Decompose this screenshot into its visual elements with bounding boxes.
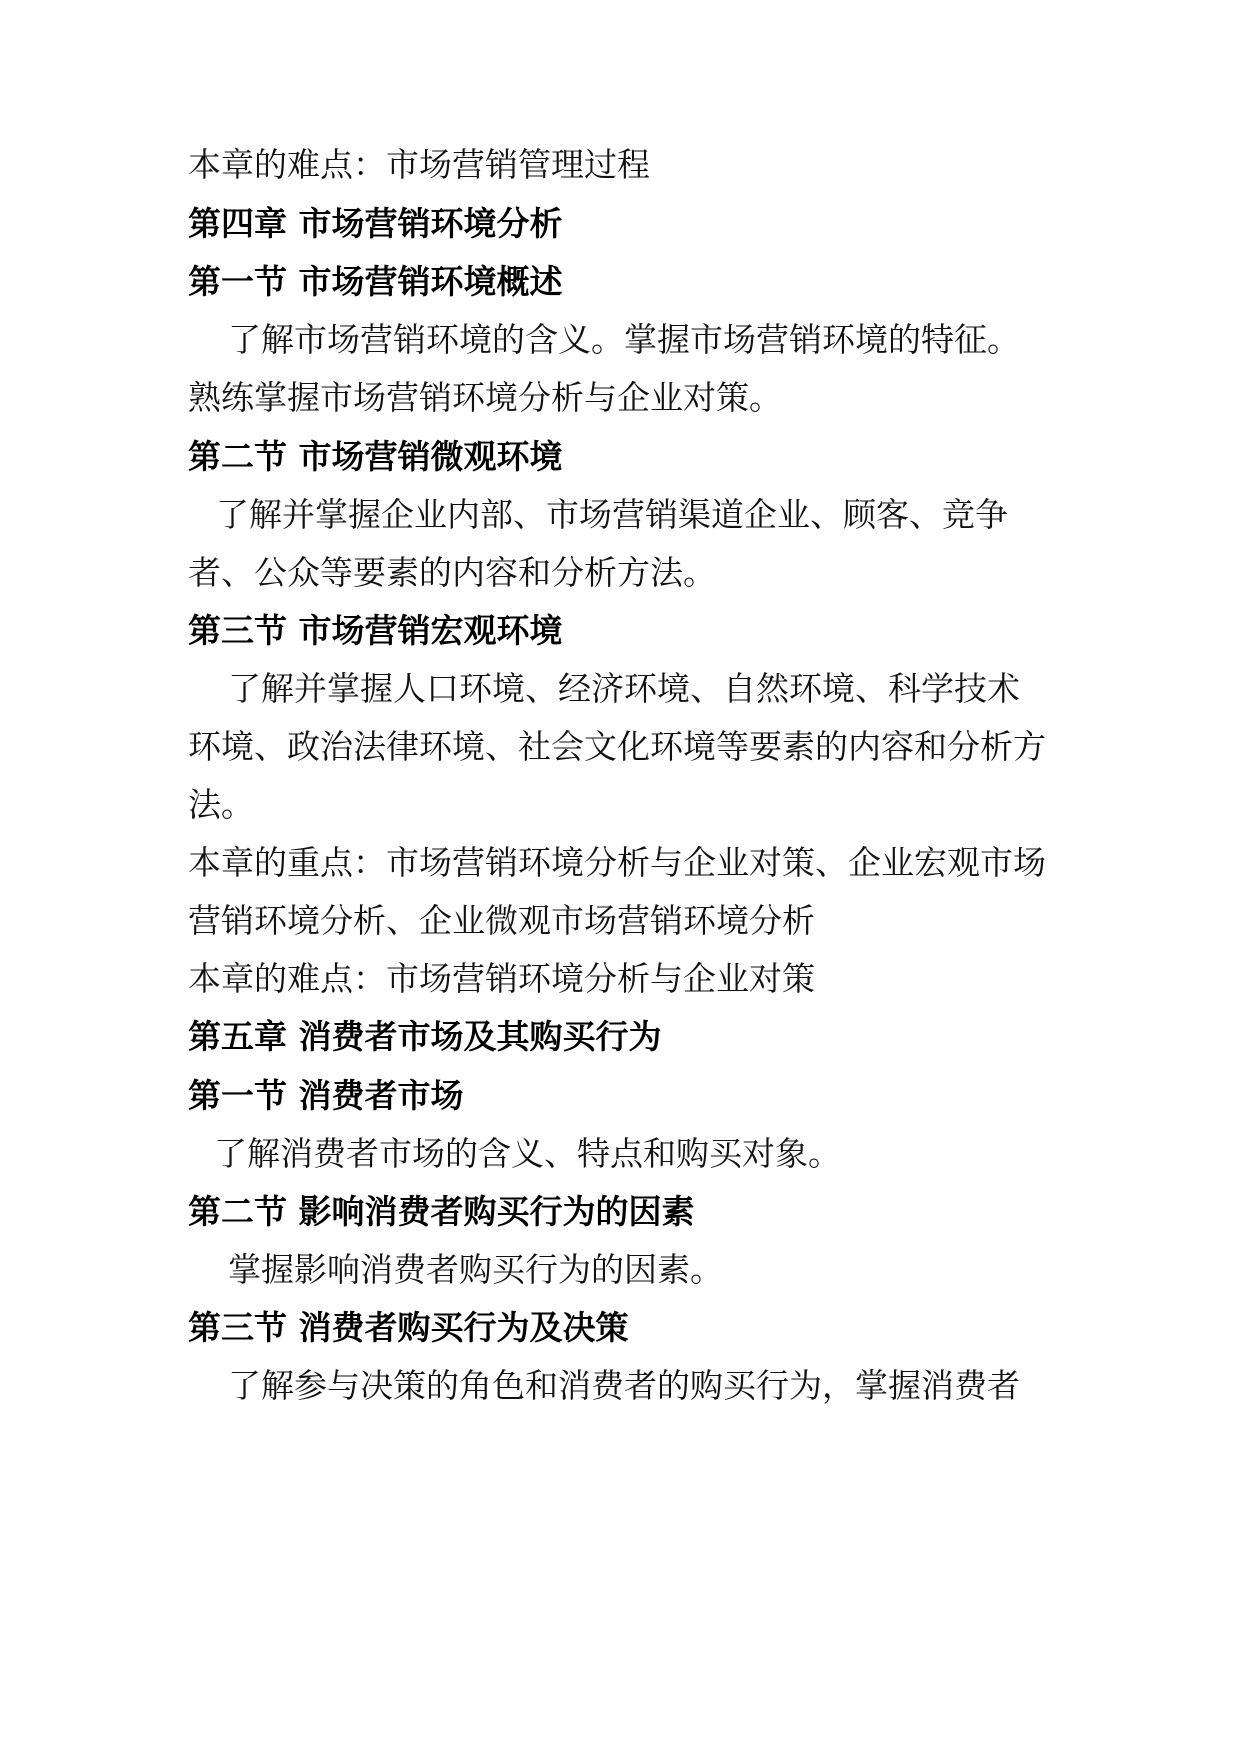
section-heading: 第一节 消费者市场 (188, 1076, 464, 1115)
section-heading: 第一节 市场营销环境概述 (188, 262, 563, 301)
section-heading: 第三节 消费者购买行为及决策 (188, 1308, 629, 1347)
difficulty-line: 本章的难点：市场营销管理过程 (188, 145, 650, 184)
paragraph-line: 了解并掌握企业内部、市场营销渠道企业、顾客、竞争 (216, 495, 1008, 534)
key-points-line: 营销环境分析、企业微观市场营销环境分析 (188, 901, 815, 940)
paragraph-line: 了解市场营销环境的含义。掌握市场营销环境的特征。 (228, 320, 1020, 359)
chapter-heading: 第五章 消费者市场及其购买行为 (188, 1017, 662, 1056)
paragraph-line: 环境、政治法律环境、社会文化环境等要素的内容和分析方 (188, 727, 1046, 766)
section-heading: 第二节 影响消费者购买行为的因素 (188, 1192, 695, 1231)
section-heading: 第三节 市场营销宏观环境 (188, 611, 563, 650)
paragraph-line: 了解并掌握人口环境、经济环境、自然环境、科学技术 (228, 669, 1020, 708)
section-heading: 第二节 市场营销微观环境 (188, 437, 563, 476)
paragraph-line: 了解参与决策的角色和消费者的购买行为，掌握消费者 (228, 1366, 1020, 1405)
paragraph-line: 掌握影响消费者购买行为的因素。 (228, 1250, 723, 1289)
chapter-heading: 第四章 市场营销环境分析 (188, 204, 563, 243)
paragraph-line: 法。 (188, 785, 254, 824)
paragraph-line: 熟练掌握市场营销环境分析与企业对策。 (188, 378, 782, 417)
difficulty-line: 本章的难点：市场营销环境分析与企业对策 (188, 959, 815, 998)
paragraph-line: 了解消费者市场的含义、特点和购买对象。 (214, 1134, 841, 1173)
key-points-line: 本章的重点：市场营销环境分析与企业对策、企业宏观市场 (188, 843, 1046, 882)
paragraph-line: 者、公众等要素的内容和分析方法。 (188, 553, 716, 592)
